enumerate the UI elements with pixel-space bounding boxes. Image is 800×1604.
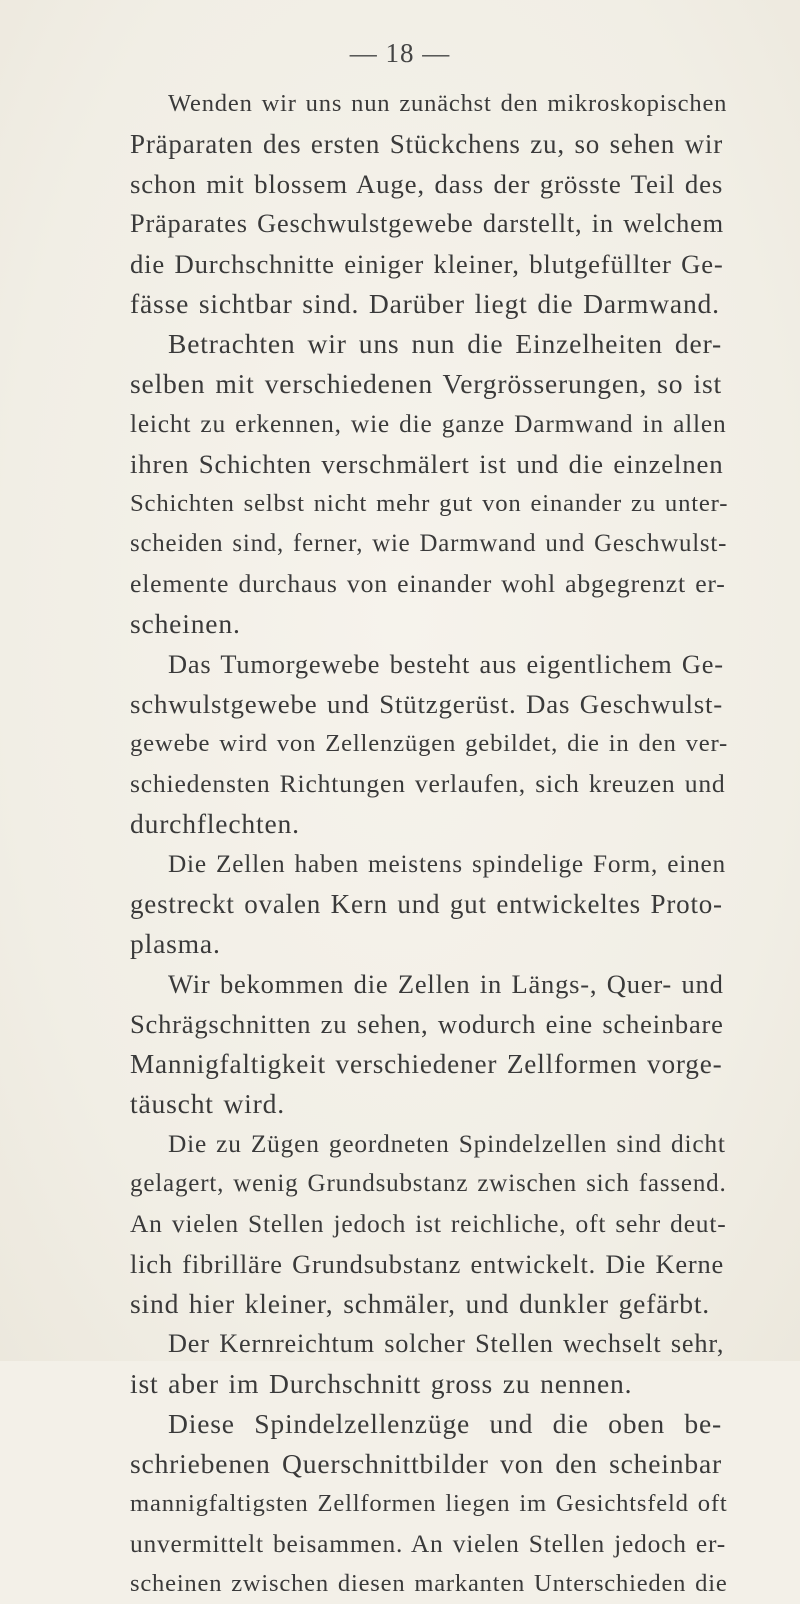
text-line: An vielen Stellen jedoch ist reichliche, oft sehr deut- [130, 1209, 727, 1238]
text-line: elemente durchaus von einander wohl abgegrenzt er- [130, 569, 726, 598]
text-line: fässe sichtbar sind. Darüber liegt die Darmwand. [130, 288, 720, 319]
text-line: Das Tumorgewebe besteht aus eigentlichem Ge- [168, 649, 724, 679]
body-text [130, 84, 729, 1604]
text-line: mannigfaltigsten Zellformen liegen im Gesichtsfeld oft [130, 1490, 728, 1517]
text-line: Schrägschnitten zu sehen, wodurch eine scheinbare [130, 1009, 724, 1039]
text-line: scheinen. [130, 608, 241, 639]
text-line: schwulstgewebe und Stützgerüst. Das Geschwulst- [130, 689, 724, 719]
text-line: täuscht wird. [130, 1088, 285, 1119]
page-number: — 18 — [349, 38, 451, 68]
text-line: durchflechten. [130, 808, 300, 839]
text-line: ihren Schichten verschmälert ist und die einzelnen [130, 449, 724, 479]
text-line: Betrachten wir uns nun die Einzelheiten der- [168, 328, 722, 359]
text-line: Wir bekommen die Zellen in Längs-, Quer- und [168, 969, 724, 999]
text-line: Wenden wir uns nun zunächst den mikroskopischen [168, 90, 728, 117]
text-line: leicht zu erkennen, wie die ganze Darmwand in allen [130, 410, 727, 438]
text-line: Schichten selbst nicht mehr gut von einander zu unter- [130, 490, 729, 517]
text-line: selben mit verschiedenen Vergrösserungen, so ist [130, 368, 722, 399]
text-line: scheinen zwischen diesen markanten Unterschieden die [130, 1570, 728, 1597]
text-line: plasma. [130, 928, 221, 959]
text-line: schriebenen Querschnittbilder von den scheinbar [130, 1448, 722, 1479]
text-line: Diese Spindelzellenzüge und die oben be- [168, 1408, 722, 1439]
text-line: sind hier kleiner, schmäler, und dunkler gefärbt. [130, 1288, 710, 1319]
text-line: schiedensten Richtungen verlaufen, sich kreuzen und [130, 769, 726, 798]
text-line: schon mit blossem Auge, dass der grösste Teil des [130, 169, 724, 199]
text-line: lich fibrilläre Grundsubstanz entwickelt. Die Kerne [130, 1249, 725, 1279]
text-line: Präparates Geschwulstgewebe darstellt, in welchem [130, 209, 724, 238]
text-line: Der Kernreichtum solcher Stellen wechselt sehr, [168, 1329, 725, 1358]
text-line: ist aber im Durchschnitt gross zu nennen. [130, 1368, 633, 1399]
text-line: Präparaten des ersten Stückchens zu, so sehen wir [130, 129, 724, 159]
text-line: gelagert, wenig Grundsubstanz zwischen sich fassend. [130, 1170, 727, 1197]
text-line: unvermittelt beisammen. An vielen Stellen jedoch er- [130, 1529, 726, 1558]
text-line: die Durchschnitte einiger kleiner, blutgefüllter Ge- [130, 249, 724, 279]
text-line: Die zu Zügen geordneten Spindelzellen sind dicht [168, 1130, 726, 1158]
text-line: scheiden sind, ferner, wie Darmwand und Geschwulst- [130, 530, 728, 557]
text-line: gestreckt ovalen Kern und gut entwickeltes Proto- [130, 889, 723, 919]
text-line: Die Zellen haben meistens spindelige Form, einen [168, 850, 726, 878]
text-line: gewebe wird von Zellenzügen gebildet, die in den ver- [130, 730, 729, 757]
text-line: Mannigfaltigkeit verschiedener Zellformen vorge- [130, 1049, 723, 1079]
